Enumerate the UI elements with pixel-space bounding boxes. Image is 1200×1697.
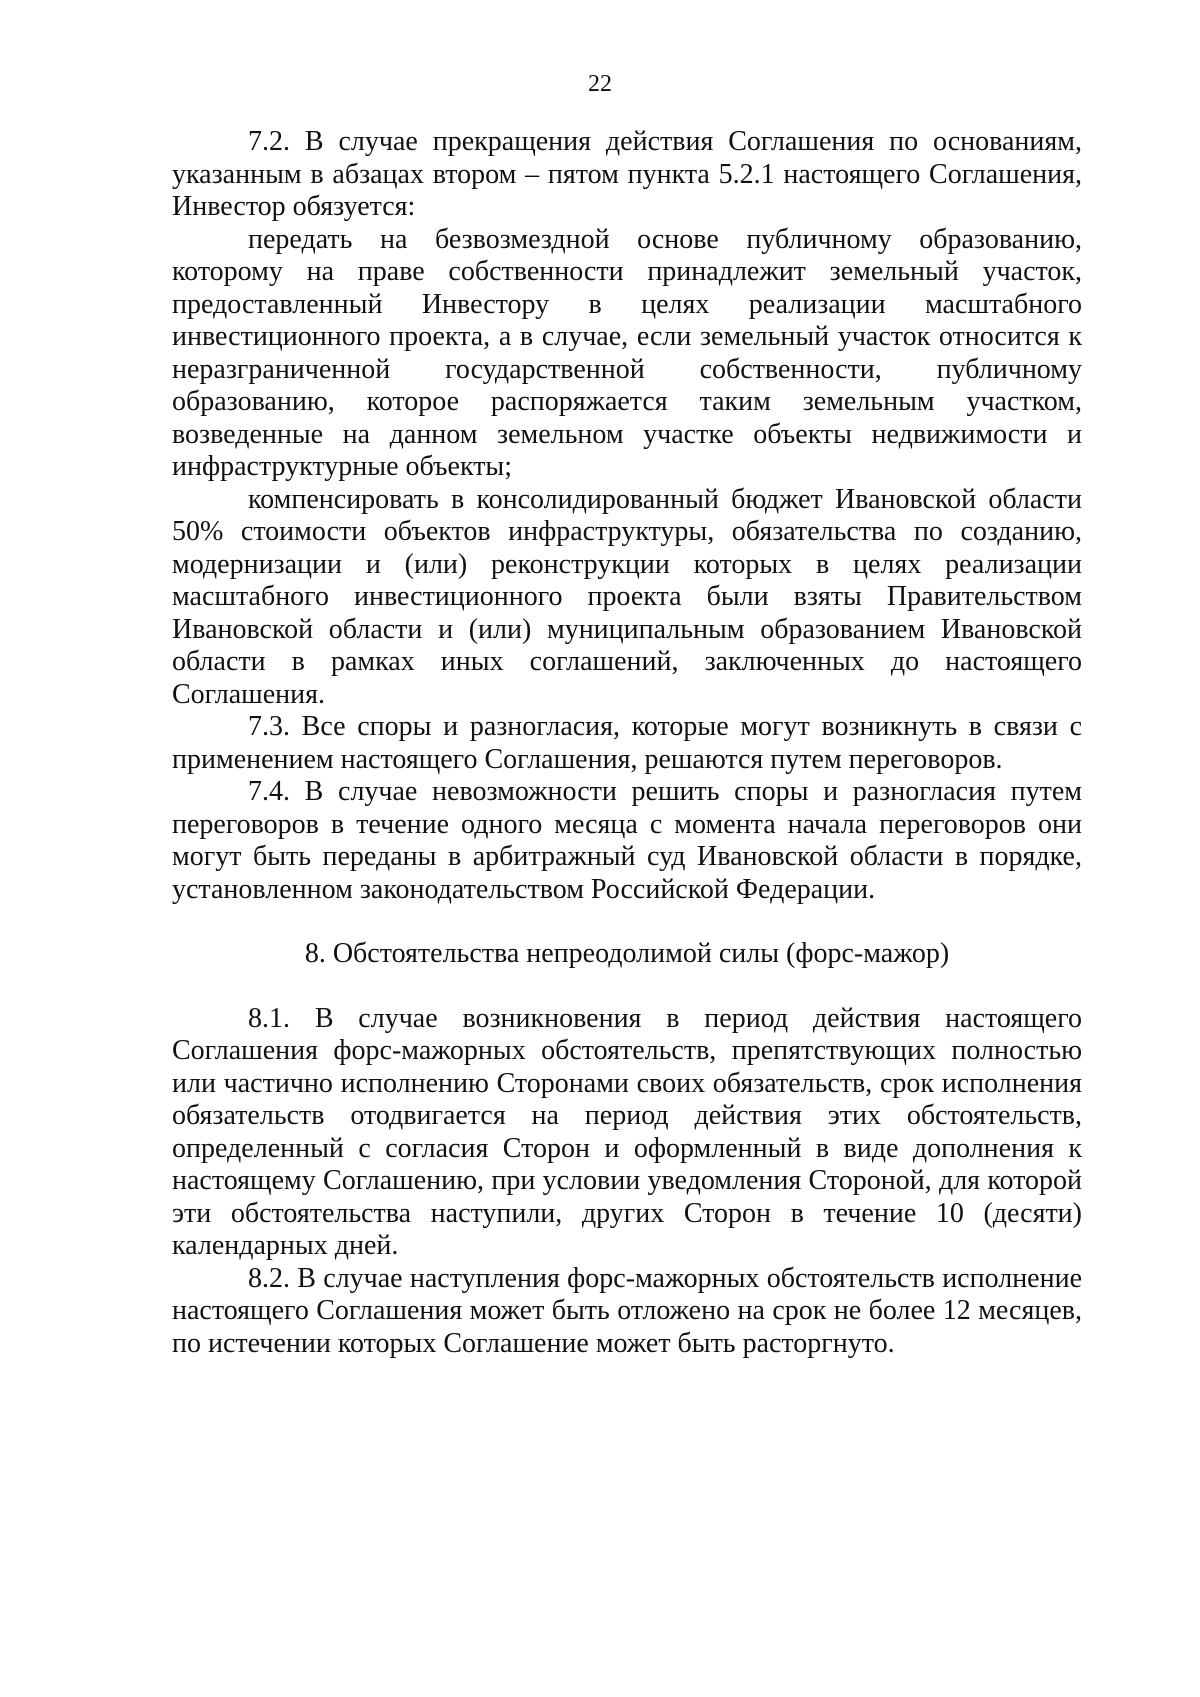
paragraph-7-2-transfer: передать на безвозмездной основе публичному образованию, которому на праве собственности принадлежит земельный участок, предоставленный Инвестору в целях реализации масштабного инвестиционного проекта, а в случае, если земельный участок относится к неразграниченной государственной собственности, публичному образованию, которое распоряжается таким земельным участком, возведенные на данном земельном участке объекты недвижимости и инфраструктурные объекты;	[172, 223, 1082, 482]
paragraph-7-2-compensate: компенсировать в консолидированный бюджет Ивановской области 50% стоимости объектов инфраструктуры, обязательства по созданию, модернизации и (или) реконструкции которых в целях реализации масштабного инвестиционного проекта были взяты Правительством Ивановской области и (или) муниципальным образованием Ивановской области в рамках иных соглашений, заключенных до настоящего Соглашения.	[172, 483, 1082, 710]
section-heading-8: 8. Обстоятельства непреодолимой силы (форс-мажор)	[304, 938, 950, 969]
paragraph-7-2: 7.2. В случае прекращения действия Соглашения по основаниям, указанным в абзацах втором – пятом пункта 5.2.1 настоящего Соглашения, Инвестор обязуется:	[172, 126, 1082, 222]
document-body	[172, 126, 1082, 1360]
paragraph-7-3: 7.3. Все споры и разногласия, которые могут возникнуть в связи с применением настоящего Соглашения, решаются путем переговоров.	[172, 711, 1082, 775]
paragraph-8-2: 8.2. В случае наступления форс-мажорных обстоятельств исполнение настоящего Соглашения может быть отложено на срок не более 12 месяцев, по истечении которых Соглашение может быть расторгнуто.	[172, 1262, 1082, 1359]
paragraph-8-1: 8.1. В случае возникновения в период действия настоящего Соглашения форс-мажорных обстоятельств, препятствующих полностью или частично исполнению Сторонами своих обязательств, срок исполнения обязательств отодвигается на период действия этих обстоятельств, определенный с согласия Сторон и оформленный в виде дополнения к настоящему Соглашению, при условии уведомления Стороной, для которой эти обстоятельства наступили, других Сторон в течение 10 (десяти) календарных дней.	[172, 1002, 1082, 1261]
paragraph-7-4: 7.4. В случае невозможности решить споры и разногласия путем переговоров в течение одного месяца с момента начала переговоров они могут быть переданы в арбитражный суд Ивановской области в порядке, установленном законодательством Российской Федерации.	[172, 776, 1082, 905]
page-number: 22	[588, 71, 612, 97]
